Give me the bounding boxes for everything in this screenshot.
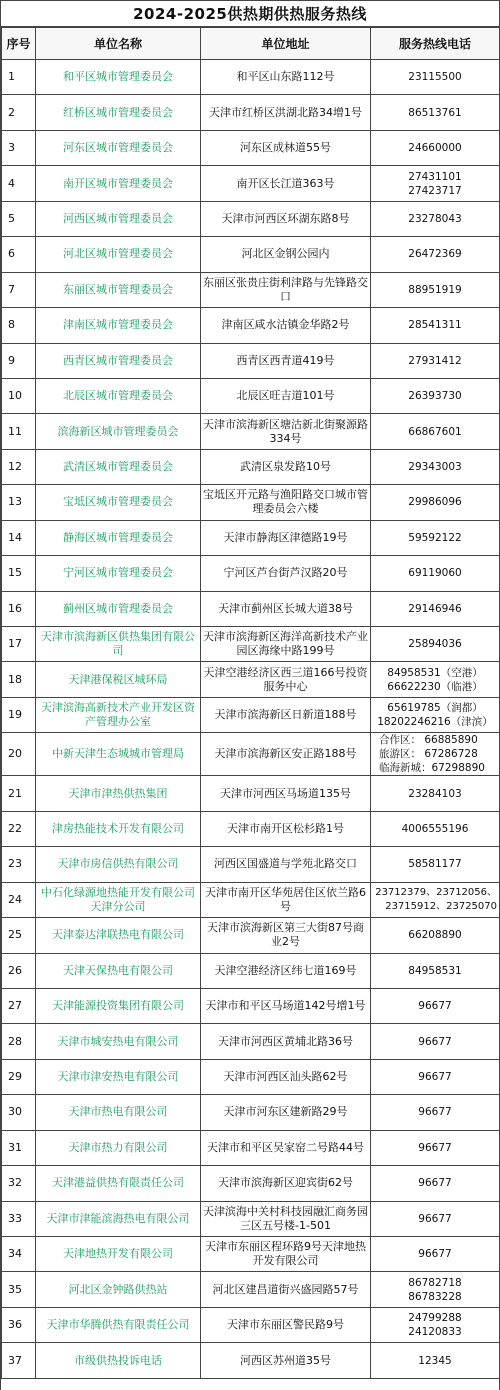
row-index: 9: [2, 343, 36, 378]
row-unit-name: 天津市津热供热集团: [36, 776, 201, 811]
hotline-table: [1, 27, 500, 1379]
row-hotline: 84958531（空港） 66622230（临港）: [371, 662, 500, 697]
row-address: 宝坻区开元路与渔阳路交口城市管理委员会六楼: [201, 485, 371, 520]
table-row: [2, 627, 500, 662]
row-hotline: 26472369: [371, 237, 500, 272]
row-unit-name: 和平区城市管理委员会: [36, 60, 201, 95]
row-index: 28: [2, 1024, 36, 1059]
row-address: 天津市河东区建新路29号: [201, 1095, 371, 1130]
row-index: 4: [2, 166, 36, 201]
row-index: 1: [2, 60, 36, 95]
row-unit-name: 天津市房信供热有限公司: [36, 847, 201, 882]
row-index: 2: [2, 95, 36, 130]
row-index: 30: [2, 1095, 36, 1130]
row-unit-name: 中新天津生态城城市管理局: [36, 733, 201, 776]
table-row: [2, 378, 500, 413]
table-row: [2, 60, 500, 95]
header-row: [2, 28, 500, 60]
row-unit-name: 北辰区城市管理委员会: [36, 378, 201, 413]
table-row: [2, 847, 500, 882]
row-hotline: 29146946: [371, 591, 500, 626]
row-unit-name: 天津市津能滨海热电有限公司: [36, 1201, 201, 1236]
row-hotline: 23115500: [371, 60, 500, 95]
header-hotline: 服务热线电话: [371, 28, 500, 60]
table-row: [2, 308, 500, 343]
row-address: 天津市滨海新区安正路188号: [201, 733, 371, 776]
table-row: [2, 733, 500, 776]
table-row: [2, 556, 500, 591]
row-address: 天津市河西区环湖东路8号: [201, 201, 371, 236]
table-row: [2, 1272, 500, 1307]
row-index: 34: [2, 1237, 36, 1272]
row-index: 27: [2, 988, 36, 1023]
row-unit-name: 天津市热力有限公司: [36, 1130, 201, 1165]
row-unit-name: 红桥区城市管理委员会: [36, 95, 201, 130]
row-hotline: 24660000: [371, 130, 500, 165]
row-address: 河西区国盛道与学苑北路交口: [201, 847, 371, 882]
table-row: [2, 918, 500, 953]
row-address: 津南区咸水沽镇金华路2号: [201, 308, 371, 343]
row-unit-name: 天津市滨海新区供热集团有限公司: [36, 627, 201, 662]
table-row: [2, 1307, 500, 1342]
row-hotline: 66867601: [371, 414, 500, 449]
row-address: 河北区建昌道街兴盛园路57号: [201, 1272, 371, 1307]
row-unit-name: 天津泰达津联热电有限公司: [36, 918, 201, 953]
row-hotline: 4006555196: [371, 811, 500, 846]
row-hotline: 96677: [371, 1237, 500, 1272]
table-row: [2, 811, 500, 846]
row-address: 天津市东丽区警民路9号: [201, 1307, 371, 1342]
table-row: [2, 1166, 500, 1201]
table-row: [2, 449, 500, 484]
row-hotline: 25894036: [371, 627, 500, 662]
row-hotline: 59592122: [371, 520, 500, 555]
row-address: 天津市和平区吴家窑二号路44号: [201, 1130, 371, 1165]
row-hotline: 27431101 27423717: [371, 166, 500, 201]
row-unit-name: 天津地热开发有限公司: [36, 1237, 201, 1272]
row-hotline: 96677: [371, 1201, 500, 1236]
table-header: [2, 28, 500, 60]
row-hotline: 29343003: [371, 449, 500, 484]
row-hotline: 69119060: [371, 556, 500, 591]
table-row: [2, 662, 500, 697]
row-address: 东丽区张贵庄街利津路与先锋路交口: [201, 272, 371, 307]
row-hotline: 23712379、23712056、 23715912、23725070: [371, 882, 500, 917]
row-unit-name: 中石化绿源地热能开发有限公司天津分公司: [36, 882, 201, 917]
row-address: 天津市滨海新区日新道188号: [201, 697, 371, 732]
row-hotline: 27931412: [371, 343, 500, 378]
header-unit-name: 单位名称: [36, 28, 201, 60]
row-address: 河北区金钢公园内: [201, 237, 371, 272]
row-hotline: 96677: [371, 1095, 500, 1130]
row-unit-name: 天津天保热电有限公司: [36, 953, 201, 988]
row-index: 20: [2, 733, 36, 776]
row-address: 天津空港经济区西三道166号投资服务中心: [201, 662, 371, 697]
row-unit-name: 津房热能技术开发有限公司: [36, 811, 201, 846]
row-unit-name: 南开区城市管理委员会: [36, 166, 201, 201]
row-hotline: 88951919: [371, 272, 500, 307]
row-hotline: 86782718 86783228: [371, 1272, 500, 1307]
row-hotline: 26393730: [371, 378, 500, 413]
row-hotline: 96677: [371, 1130, 500, 1165]
row-address: 天津滨海中关村科技园融汇商务园三区五号楼-1-501: [201, 1201, 371, 1236]
row-unit-name: 河北区城市管理委员会: [36, 237, 201, 272]
table-row: [2, 201, 500, 236]
row-address: 北辰区旺吉道101号: [201, 378, 371, 413]
row-address: 西青区西青道419号: [201, 343, 371, 378]
table-row: [2, 343, 500, 378]
row-index: 37: [2, 1343, 36, 1378]
row-unit-name: 天津港保税区城环局: [36, 662, 201, 697]
row-address: 天津市南开区松杉路1号: [201, 811, 371, 846]
row-index: 25: [2, 918, 36, 953]
row-index: 17: [2, 627, 36, 662]
row-unit-name: 宝坻区城市管理委员会: [36, 485, 201, 520]
header-address: 单位地址: [201, 28, 371, 60]
row-hotline: 65619785（润都） 18202246216（津滨）: [371, 697, 500, 732]
row-unit-name: 天津市津安热电有限公司: [36, 1059, 201, 1094]
row-address: 宁河区芦台街芦汉路20号: [201, 556, 371, 591]
row-index: 5: [2, 201, 36, 236]
row-unit-name: 武清区城市管理委员会: [36, 449, 201, 484]
table-row: [2, 485, 500, 520]
table-row: [2, 414, 500, 449]
row-address: 南开区长江道363号: [201, 166, 371, 201]
table-row: [2, 591, 500, 626]
table-row: [2, 953, 500, 988]
row-address: 天津空港经济区纬七道169号: [201, 953, 371, 988]
row-index: 6: [2, 237, 36, 272]
row-unit-name: 天津市华腾供热有限责任公司: [36, 1307, 201, 1342]
row-index: 16: [2, 591, 36, 626]
table-row: [2, 1059, 500, 1094]
row-index: 7: [2, 272, 36, 307]
table-row: [2, 1095, 500, 1130]
row-index: 11: [2, 414, 36, 449]
row-index: 31: [2, 1130, 36, 1165]
table-row: [2, 130, 500, 165]
row-index: 10: [2, 378, 36, 413]
row-unit-name: 滨海新区城市管理委员会: [36, 414, 201, 449]
table-body: [2, 60, 500, 1379]
row-unit-name: 市级供热投诉电话: [36, 1343, 201, 1378]
row-unit-name: 河东区城市管理委员会: [36, 130, 201, 165]
row-hotline: 28541311: [371, 308, 500, 343]
row-address: 天津市静海区津德路19号: [201, 520, 371, 555]
table-row: [2, 1237, 500, 1272]
row-address: 天津市南开区华苑居住区依兰路6号: [201, 882, 371, 917]
table-row: [2, 95, 500, 130]
row-address: 天津市滨海新区迎宾街62号: [201, 1166, 371, 1201]
table-row: [2, 166, 500, 201]
table-row: [2, 1201, 500, 1236]
row-index: 26: [2, 953, 36, 988]
row-unit-name: 天津市城安热电有限公司: [36, 1024, 201, 1059]
row-index: 32: [2, 1166, 36, 1201]
row-index: 12: [2, 449, 36, 484]
row-index: 22: [2, 811, 36, 846]
row-index: 15: [2, 556, 36, 591]
row-unit-name: 天津港益供热有限责任公司: [36, 1166, 201, 1201]
row-address: 天津市滨海新区塘沽新北街聚源路334号: [201, 414, 371, 449]
table-row: [2, 520, 500, 555]
table-row: [2, 272, 500, 307]
row-hotline: 84958531: [371, 953, 500, 988]
row-index: 3: [2, 130, 36, 165]
row-unit-name: 静海区城市管理委员会: [36, 520, 201, 555]
row-hotline: 29986096: [371, 485, 500, 520]
row-address: 河东区成林道55号: [201, 130, 371, 165]
table-row: [2, 1343, 500, 1378]
row-hotline: 96677: [371, 1059, 500, 1094]
row-address: 天津市和平区马场道142号增1号: [201, 988, 371, 1023]
row-index: 19: [2, 697, 36, 732]
row-index: 33: [2, 1201, 36, 1236]
row-unit-name: 天津滨海高新技术产业开发区资产管理办公室: [36, 697, 201, 732]
row-hotline: 66208890: [371, 918, 500, 953]
row-address: 武清区泉发路10号: [201, 449, 371, 484]
row-unit-name: 蓟州区城市管理委员会: [36, 591, 201, 626]
row-hotline: 12345: [371, 1343, 500, 1378]
row-address: 天津市河西区黄埔北路36号: [201, 1024, 371, 1059]
row-index: 35: [2, 1272, 36, 1307]
row-hotline: 24799288 24120833: [371, 1307, 500, 1342]
table-row: [2, 697, 500, 732]
header-index: 序号: [2, 28, 36, 60]
row-address: 天津市滨海新区第三大街87号商业2号: [201, 918, 371, 953]
row-address: 天津市河西区汕头路62号: [201, 1059, 371, 1094]
row-index: 13: [2, 485, 36, 520]
row-hotline: 86513761: [371, 95, 500, 130]
row-unit-name: 河西区城市管理委员会: [36, 201, 201, 236]
table-row: [2, 776, 500, 811]
row-unit-name: 河北区金钟路供热站: [36, 1272, 201, 1307]
table-row: [2, 1130, 500, 1165]
row-index: 14: [2, 520, 36, 555]
row-address: 天津市河西区马场道135号: [201, 776, 371, 811]
table-row: [2, 1024, 500, 1059]
row-address: 天津市红桥区洪湖北路34增1号: [201, 95, 371, 130]
row-address: 和平区山东路112号: [201, 60, 371, 95]
row-index: 29: [2, 1059, 36, 1094]
row-index: 8: [2, 308, 36, 343]
table-row: [2, 882, 500, 917]
row-hotline: 96677: [371, 988, 500, 1023]
row-hotline: 23278043: [371, 201, 500, 236]
row-unit-name: 天津能源投资集团有限公司: [36, 988, 201, 1023]
row-hotline: 58581177: [371, 847, 500, 882]
page-title: 2024-2025供热期供热服务热线: [1, 0, 499, 27]
row-index: 23: [2, 847, 36, 882]
row-unit-name: 东丽区城市管理委员会: [36, 272, 201, 307]
row-address: 天津市东丽区程环路9号天津地热开发有限公司: [201, 1237, 371, 1272]
table-row: [2, 237, 500, 272]
row-address: 河西区苏州道35号: [201, 1343, 371, 1378]
row-index: 21: [2, 776, 36, 811]
row-index: 36: [2, 1307, 36, 1342]
row-unit-name: 天津市热电有限公司: [36, 1095, 201, 1130]
row-address: 天津市蓟州区长城大道38号: [201, 591, 371, 626]
row-index: 18: [2, 662, 36, 697]
row-address: 天津市滨海新区海洋高新技术产业园区海缘中路199号: [201, 627, 371, 662]
row-index: 24: [2, 882, 36, 917]
row-hotline: 合作区： 66885890 旅游区： 67286728 临海新城：67298890: [371, 733, 500, 776]
row-unit-name: 宁河区城市管理委员会: [36, 556, 201, 591]
row-unit-name: 津南区城市管理委员会: [36, 308, 201, 343]
table-row: [2, 988, 500, 1023]
row-hotline: 96677: [371, 1024, 500, 1059]
row-hotline: 23284103: [371, 776, 500, 811]
row-unit-name: 西青区城市管理委员会: [36, 343, 201, 378]
row-hotline: 96677: [371, 1166, 500, 1201]
